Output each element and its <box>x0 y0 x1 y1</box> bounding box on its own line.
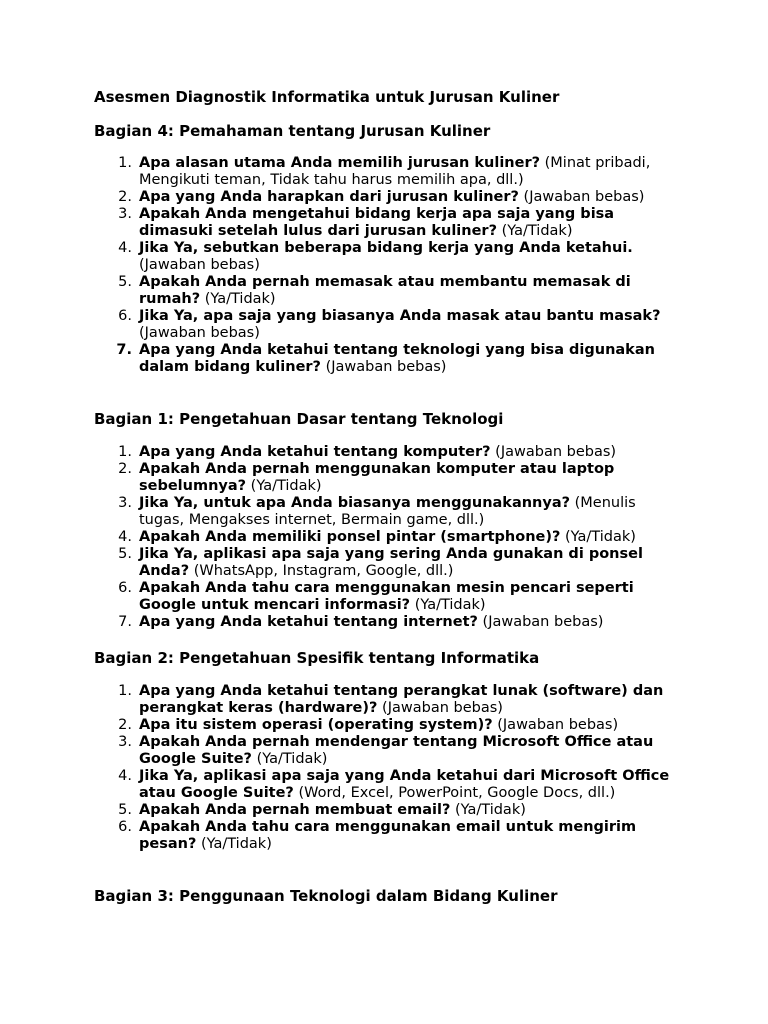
question-number: 7. <box>116 342 132 358</box>
question-text: Apakah Anda pernah membuat email? <box>139 802 451 818</box>
question-item <box>94 734 684 768</box>
question-number: 4. <box>118 768 132 784</box>
question-text: Apa yang Anda ketahui tentang komputer? <box>139 444 491 460</box>
question-text: Jika Ya, apa saja yang biasanya Anda masak atau bantu masak? <box>139 308 661 324</box>
answer-hint: (Jawaban bebas) <box>497 717 619 733</box>
question-number: 4. <box>118 240 132 256</box>
question-number: 3. <box>118 495 132 511</box>
answer-hint: (Ya/Tidak) <box>256 751 328 767</box>
question-item <box>94 155 684 189</box>
question-item <box>94 495 684 529</box>
question-number: 6. <box>118 308 132 324</box>
answer-hint: (Ya/Tidak) <box>200 836 272 852</box>
question-list-bagian-1 <box>94 444 684 631</box>
answer-hint: (Word, Excel, PowerPoint, Google Docs, dll.) <box>298 785 616 801</box>
question-item <box>94 768 684 802</box>
question-text: Apakah Anda pernah memasak atau membantu memasak di rumah? <box>139 274 631 307</box>
question-number: 5. <box>118 802 132 818</box>
question-item <box>94 683 684 717</box>
answer-hint: (Ya/Tidak) <box>455 802 526 818</box>
section-heading-bagian-3: Bagian 3: Penggunaan Teknologi dalam Bidang Kuliner <box>94 887 558 905</box>
answer-hint: (Jawaban bebas) <box>325 359 447 375</box>
answer-hint: (Jawaban bebas) <box>139 257 260 273</box>
question-item <box>94 717 684 734</box>
section-heading-bagian-4: Bagian 4: Pemahaman tentang Jurusan Kuliner <box>94 122 491 140</box>
question-text: Apa yang Anda ketahui tentang internet? <box>139 614 478 630</box>
section-heading-bagian-2: Bagian 2: Pengetahuan Spesifik tentang Informatika <box>94 649 540 667</box>
question-item <box>94 240 684 274</box>
answer-hint: (Menulis tugas, Mengakses internet, Bermain game, dll.) <box>139 495 636 528</box>
answer-hint: (Jawaban bebas) <box>382 700 503 716</box>
question-number: 5. <box>118 274 132 290</box>
answer-hint: (Jawaban bebas) <box>523 189 645 205</box>
question-text: Apa yang Anda ketahui tentang teknologi yang bisa digunakan dalam bidang kuliner? <box>139 342 655 375</box>
answer-hint: (Ya/Tidak) <box>250 478 322 494</box>
question-text: Apakah Anda pernah mendengar tentang Microsoft Office atau Google Suite? <box>139 734 654 767</box>
question-number: 4. <box>118 529 132 545</box>
question-text: Apakah Anda pernah menggunakan komputer atau laptop sebelumnya? <box>139 461 615 494</box>
question-item <box>94 546 684 580</box>
question-text: Jika Ya, aplikasi apa saja yang sering Anda gunakan di ponsel Anda? <box>139 546 643 579</box>
question-number: 3. <box>118 206 132 222</box>
question-item <box>94 461 684 495</box>
question-text: Apakah Anda memiliki ponsel pintar (smartphone)? <box>139 529 561 545</box>
answer-hint: (Jawaban bebas) <box>139 325 260 341</box>
question-number: 1. <box>118 444 132 460</box>
answer-hint: (Ya/Tidak) <box>204 291 276 307</box>
answer-hint: (Minat pribadi, Mengikuti teman, Tidak tahu harus memilih apa, dll.) <box>139 155 651 188</box>
question-text: Apakah Anda tahu cara menggunakan email untuk mengirim pesan? <box>139 819 637 852</box>
section-heading-bagian-1: Bagian 1: Pengetahuan Dasar tentang Teknologi <box>94 410 504 428</box>
question-number: 2. <box>118 717 132 733</box>
question-text: Apa yang Anda harapkan dari jurusan kuliner? <box>139 189 519 205</box>
question-number: 2. <box>118 189 132 205</box>
question-item <box>94 308 684 342</box>
question-text: Jika Ya, untuk apa Anda biasanya menggunakannya? <box>139 495 571 511</box>
question-text: Apa itu sistem operasi (operating system)? <box>139 717 493 733</box>
question-text: Apakah Anda tahu cara menggunakan mesin pencari seperti Google untuk mencari informasi? <box>139 580 634 613</box>
question-number: 3. <box>118 734 132 750</box>
answer-hint: (Jawaban bebas) <box>495 444 617 460</box>
question-number: 6. <box>118 580 132 596</box>
question-item <box>94 614 684 631</box>
question-item <box>94 206 684 240</box>
question-text: Jika Ya, aplikasi apa saja yang Anda ketahui dari Microsoft Office atau Google Suite? <box>139 768 670 801</box>
question-item <box>94 274 684 308</box>
answer-hint: (Ya/Tidak) <box>565 529 636 545</box>
question-item <box>94 819 684 853</box>
question-number: 2. <box>118 461 132 477</box>
question-number: 1. <box>118 155 132 171</box>
question-list-bagian-2 <box>94 683 684 853</box>
question-item <box>94 529 684 546</box>
question-text: Apa yang Anda ketahui tentang perangkat lunak (software) dan perangkat keras (hardware)? <box>139 683 664 716</box>
question-item <box>94 189 684 206</box>
answer-hint: (WhatsApp, Instagram, Google, dll.) <box>193 563 454 579</box>
question-text: Apa alasan utama Anda memilih jurusan kuliner? <box>139 155 541 171</box>
question-number: 1. <box>118 683 132 699</box>
question-number: 7. <box>118 614 132 630</box>
question-number: 5. <box>118 546 132 562</box>
answer-hint: (Ya/Tidak) <box>414 597 486 613</box>
question-item <box>94 342 684 376</box>
question-text: Apakah Anda mengetahui bidang kerja apa saja yang bisa dimasuki setelah lulus dari jurusan kuliner? <box>139 206 615 239</box>
answer-hint: (Ya/Tidak) <box>501 223 573 239</box>
document-title: Asesmen Diagnostik Informatika untuk Jurusan Kuliner <box>94 88 560 106</box>
answer-hint: (Jawaban bebas) <box>482 614 604 630</box>
question-item <box>94 444 684 461</box>
question-list-bagian-4 <box>94 155 684 376</box>
question-item <box>94 802 684 819</box>
question-item <box>94 580 684 614</box>
question-number: 6. <box>118 819 132 835</box>
question-text: Jika Ya, sebutkan beberapa bidang kerja yang Anda ketahui. <box>139 240 633 256</box>
